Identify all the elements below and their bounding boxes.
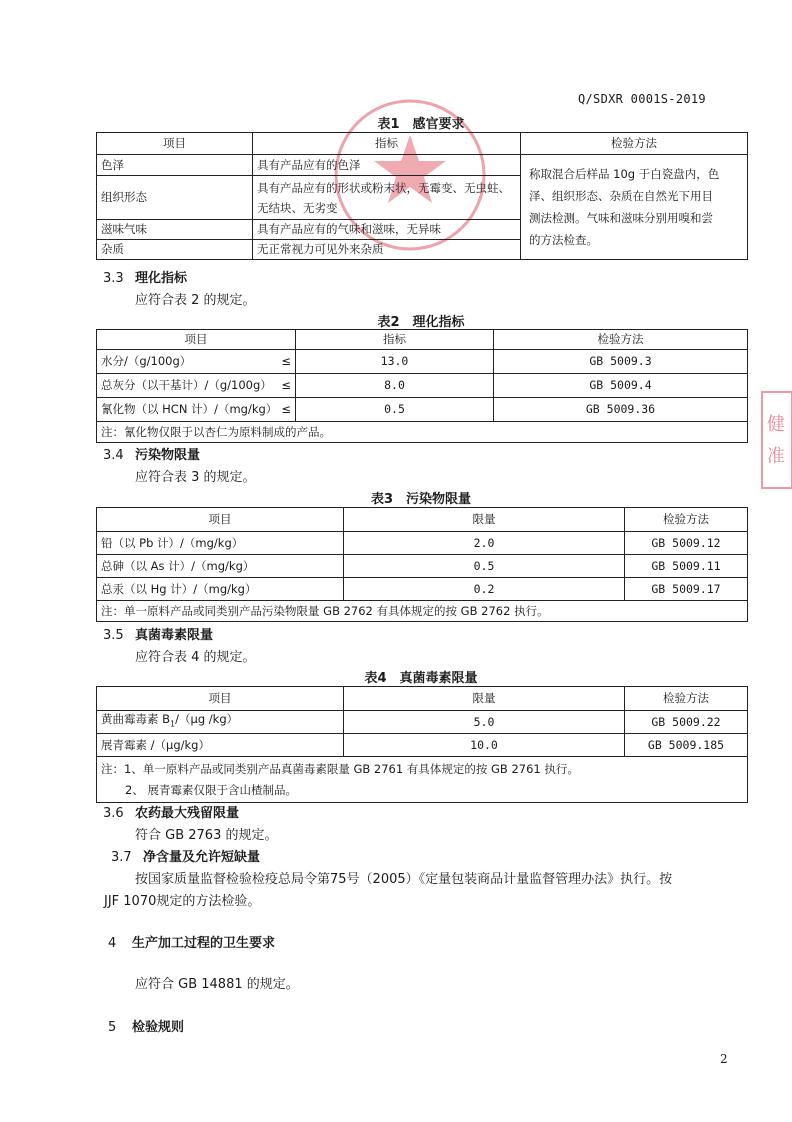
comparison-symbol: ≤ xyxy=(281,354,291,368)
spec-line: 具有产品应有的形状或粉末状，无霉变、无虫蛀、 xyxy=(257,180,510,195)
section-number: 3.3 xyxy=(103,271,124,286)
item-cell: 总汞（以 Hg 计）/（mg/kg） xyxy=(97,578,344,601)
item-cell: 色泽 xyxy=(97,155,253,176)
table-header-cell: 检验方法 xyxy=(494,330,748,350)
table-note-row xyxy=(97,422,748,443)
section-title: 污染物限量 xyxy=(135,448,201,463)
table-header-cell: 项目 xyxy=(97,330,296,350)
section-text: 按国家质量监督检验检疫总局令第75号（2005）《定量包装商品计量监督管理办法》执行。按 xyxy=(135,872,673,887)
value-cell: 5.0 xyxy=(344,711,625,734)
item-cell: 展青霉素 /（μg/kg） xyxy=(97,734,344,757)
value-cell: 0.5 xyxy=(296,398,494,422)
method-cell: GB 5009.22 xyxy=(625,711,748,734)
value-cell: 0.5 xyxy=(344,555,625,578)
table-row xyxy=(97,398,748,422)
method-cell: GB 5009.3 xyxy=(494,350,748,374)
section-text: 符合 GB 2763 的规定。 xyxy=(135,828,278,843)
sensory-requirements-table xyxy=(96,132,748,260)
section-text: 应符合 GB 14881 的规定。 xyxy=(135,977,299,992)
method-cell: GB 5009.185 xyxy=(625,734,748,757)
note-cell: 注：单一原料产品或同类别产品污染物限量 GB 2762 有具体规定的按 GB 2762 执行。 xyxy=(97,601,748,622)
table-header-row xyxy=(97,508,748,532)
table-row xyxy=(97,711,748,734)
section-heading xyxy=(103,267,187,286)
section-title: 真菌毒素限量 xyxy=(135,628,214,643)
section-title: 理化指标 xyxy=(135,271,188,286)
section-text: 应符合表 4 的规定。 xyxy=(135,650,256,665)
method-cell: GB 5009.17 xyxy=(625,578,748,601)
method-cell: GB 5009.4 xyxy=(494,374,748,398)
table-row xyxy=(97,374,748,398)
section-heading xyxy=(103,802,239,821)
spec-cell: 具有产品应有的色泽 xyxy=(253,155,521,176)
table-header-cell: 指标 xyxy=(253,133,521,155)
section-title: 检验规则 xyxy=(132,1020,185,1035)
method-cell: GB 5009.11 xyxy=(625,555,748,578)
value-cell: 10.0 xyxy=(344,734,625,757)
value-cell: 13.0 xyxy=(296,350,494,374)
section-text: 应符合表 3 的规定。 xyxy=(135,470,256,485)
table-header-cell: 检验方法 xyxy=(521,133,748,155)
contaminants-table xyxy=(96,507,748,622)
table-note-row xyxy=(97,757,748,803)
item-label: 黄曲霉毒素 B xyxy=(101,712,171,727)
table-header-cell: 检验方法 xyxy=(625,687,748,711)
table-header-row xyxy=(97,330,748,350)
document-code: Q/SDXR 0001S-2019 xyxy=(578,92,706,106)
section-heading xyxy=(108,932,275,951)
table-header-cell: 项目 xyxy=(97,687,344,711)
table1-title: 表1 感官要求 xyxy=(377,117,465,132)
method-cell: GB 5009.36 xyxy=(494,398,748,422)
section-title: 生产加工过程的卫生要求 xyxy=(132,936,276,951)
page-number: 2 xyxy=(720,1052,728,1066)
table-header-cell: 项目 xyxy=(97,133,253,155)
section-number: 3.7 xyxy=(111,850,132,865)
section-number: 3.5 xyxy=(103,628,124,643)
table-header-row xyxy=(97,133,748,155)
value-cell: 2.0 xyxy=(344,532,625,555)
section-number: 3.4 xyxy=(103,448,124,463)
table-header-cell: 检验方法 xyxy=(625,508,748,532)
section-heading xyxy=(103,624,213,643)
section-title: 农药最大残留限量 xyxy=(135,806,240,821)
table-header-cell: 项目 xyxy=(97,508,344,532)
table-row xyxy=(97,578,748,601)
spec-line: 无结块、无劣变 xyxy=(257,200,338,215)
note-line: 注：1、单一原料产品或同类别产品真菌毒素限量 GB 2761 有具体规定的按 GB 2761 执行。 xyxy=(101,761,579,776)
section-text: 应符合表 2 的规定。 xyxy=(135,293,256,308)
section-number: 5 xyxy=(108,1020,117,1035)
item-cell: 杂质 xyxy=(97,240,253,260)
section-heading xyxy=(111,846,260,865)
note-line: 2、 展青霉素仅限于含山楂制品。 xyxy=(125,782,297,797)
item-label: 氰化物（以 HCN 计）/（mg/kg） xyxy=(101,402,278,416)
section-title: 净含量及允许短缺量 xyxy=(143,850,261,865)
item-label: 总灰分（以干基计）/（g/100g） xyxy=(101,378,272,392)
item-cell xyxy=(97,350,296,374)
method-line: 称取混合后样品 10g 于白瓷盘内，色 xyxy=(529,167,720,181)
item-cell xyxy=(97,374,296,398)
spec-cell xyxy=(253,176,521,220)
svg-text:健: 健 xyxy=(767,414,785,435)
table4-title: 表4 真菌毒素限量 xyxy=(364,671,478,686)
item-cell xyxy=(97,711,344,734)
table-row xyxy=(97,555,748,578)
method-line: 泽、组织形态、杂质在自然光下用目 xyxy=(529,189,713,203)
section-text: JJF 1070规定的方法检验。 xyxy=(104,894,261,909)
section-heading xyxy=(103,444,200,463)
note-cell xyxy=(97,757,748,803)
note-cell: 注：氰化物仅限于以杏仁为原料制成的产品。 xyxy=(97,422,748,443)
table2-title: 表2 理化指标 xyxy=(377,315,465,330)
comparison-symbol: ≤ xyxy=(281,402,291,416)
table-header-cell: 指标 xyxy=(296,330,494,350)
physicochemical-table xyxy=(96,329,748,443)
side-stamp-icon xyxy=(760,390,792,490)
spec-cell: 无正常视力可见外来杂质 xyxy=(253,240,521,260)
item-unit: /（μg /kg） xyxy=(175,712,239,727)
item-cell: 组织形态 xyxy=(97,176,253,220)
table-row xyxy=(97,532,748,555)
mycotoxins-table xyxy=(96,686,748,803)
item-cell: 总砷（以 As 计）/（mg/kg） xyxy=(97,555,344,578)
item-cell: 铅（以 Pb 计）/（mg/kg） xyxy=(97,532,344,555)
method-cell: GB 5009.12 xyxy=(625,532,748,555)
table-row xyxy=(97,155,748,176)
table-header-row xyxy=(97,687,748,711)
table-note-row xyxy=(97,601,748,622)
value-cell: 8.0 xyxy=(296,374,494,398)
value-cell: 0.2 xyxy=(344,578,625,601)
table-header-cell: 限量 xyxy=(344,687,625,711)
item-cell: 滋味气味 xyxy=(97,220,253,240)
method-cell xyxy=(521,155,748,260)
item-label: 水分/（g/100g） xyxy=(101,354,192,368)
comparison-symbol: ≤ xyxy=(281,378,291,392)
section-number: 4 xyxy=(108,936,117,951)
spec-cell: 具有产品应有的气味和滋味，无异味 xyxy=(253,220,521,240)
method-line: 测法检测。气味和滋味分别用嗅和尝 xyxy=(529,211,713,225)
table-header-cell: 限量 xyxy=(344,508,625,532)
method-line: 的方法检查。 xyxy=(529,233,598,247)
table-row xyxy=(97,350,748,374)
table-row xyxy=(97,734,748,757)
table3-title: 表3 污染物限量 xyxy=(370,492,472,507)
item-cell xyxy=(97,398,296,422)
section-heading xyxy=(108,1016,184,1035)
item-subscript: 1 xyxy=(170,719,176,729)
section-number: 3.6 xyxy=(103,806,124,821)
svg-text:准: 准 xyxy=(767,446,785,467)
